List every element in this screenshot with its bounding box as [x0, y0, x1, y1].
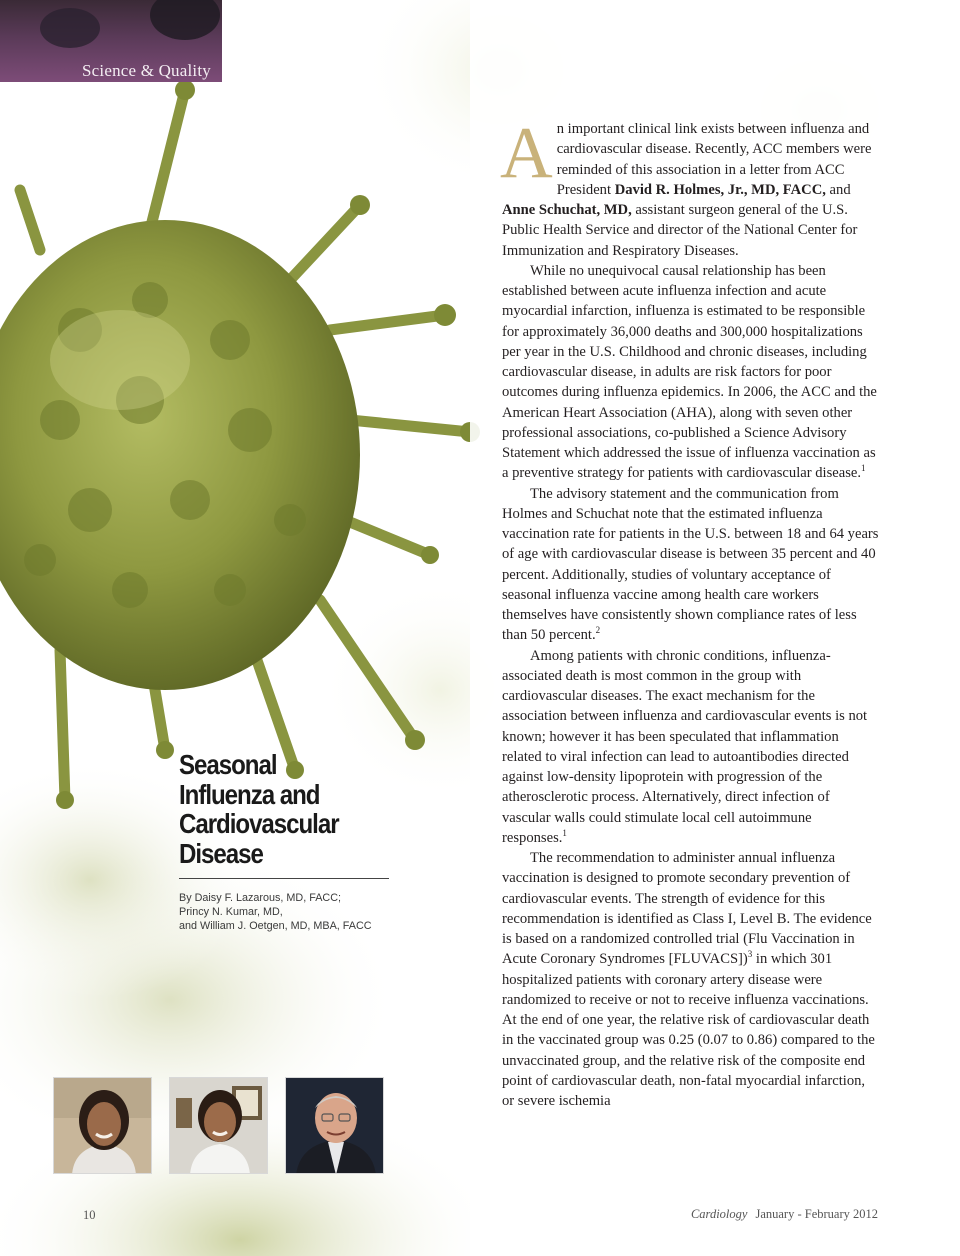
- article-paragraph: The recommendation to administer annual influenza vaccination is designed to promote secondary prevention of cardiovascular events. The strength of evidence for this recommendation is identified as Class I, Level B. The evidence is based on a randomized controlled trial (Flu Vaccination in Acute Coronary Syndromes [FLUVACS])$^3$ in which 301 hospitalized patients with coronary artery disease were randomized to receive or not to receive influenza vaccinations. At the end of one year, the relative risk of cardiovascular death in the vaccinated group was 0.25 (0.07 to 0.86) compared to the unvaccinated group, and the relative risk of the composite end point of cardiovascular death, non-fatal myocardial infarction, or severe ischemia: [502, 850, 875, 1109]
- section-header: [0, 0, 222, 82]
- author-photo-oetgen: [285, 1077, 384, 1174]
- article-paragraph: Among patients with chronic conditions, influenza-associated death is most common in the group with cardiovascular diseases. The exact mechanism for the association between influenza and cardiovascular events is not known; however it has been speculated that inflammation related to viral infection can lead to autoantibodies directed against low-density lipoprotein with progression of the atherosclerotic process. Alternatively, direct infection of vascular walls could stimulate local cell autoimmune responses.$^1$: [502, 647, 868, 846]
- article-title: Seasonal Influenza and Cardiovascular Disease: [179, 749, 339, 869]
- author-name: David R. Holmes, Jr., MD, FACC,: [614, 181, 826, 198]
- running-footer: [691, 1207, 878, 1222]
- camera-lens-graphic: [40, 8, 100, 48]
- article-paragraph: An important clinical link exists between influenza and cardiovascular disease. Recently, ACC members were reminded of this association in a letter from ACC President David R. Holmes, Jr., MD, FACC, and Anne Schuchat, MD, assistant surgeon general of the U.S. Public Health Service and director of the National Center for Immunization and Respiratory Diseases.: [500, 112, 872, 259]
- article-paragraph: While no unequivocal causal relationship has been established between acute influenza infection and acute myocardial infarction, influenza is estimated to be responsible for approximately 36,000 deaths and 300,000 hospitalizations per year in the U.S. Childhood and chronic diseases, including cardiovascular disease, in adults are risk factors for poor outcomes during influenza epidemics. In 2006, the ACC and the American Heart Association (AHA), along with seven other professional associations, co-published a Science Advisory Statement which addressed the issue of influenza vaccination as a preventive strategy for patients with cardiovascular disease.$^1$: [502, 262, 877, 482]
- article-paragraph: The advisory statement and the communication from Holmes and Schuchat note that the estimated influenza vaccination rate for patients in the U.S. between 18 and 64 years of age with cardiovascular disease is between 35 percent and 40 percent. Additionally, studies of voluntary acceptance of seasonal influenza vaccine among health care workers themselves have consistently shown compliance rates of less than 50 percent.$^2$: [502, 485, 879, 644]
- footnote-ref: 1: [861, 463, 866, 474]
- drop-cap: A: [500, 112, 553, 193]
- camera-lens-graphic: [150, 0, 220, 40]
- article-body: [500, 112, 880, 1111]
- issue-date: January - February 2012: [755, 1207, 878, 1221]
- author-photo-lazarous: [53, 1077, 152, 1174]
- footnote-ref: 2: [595, 625, 601, 636]
- byline: By Daisy F. Lazarous, MD, FACC; Princy N. Kumar, MD, and William J. Oetgen, MD, MBA, FACC: [179, 892, 372, 932]
- footnote-ref: 1: [562, 827, 567, 838]
- publication-name: Cardiology: [690, 1207, 748, 1221]
- section-label: Science & Quality: [82, 61, 211, 80]
- author-photo-kumar: [169, 1077, 268, 1174]
- author-name: Anne Schuchat, MD,: [502, 202, 632, 218]
- footnote-ref: 3: [747, 949, 753, 960]
- page-number: 10: [83, 1208, 96, 1222]
- title-divider: [179, 878, 389, 879]
